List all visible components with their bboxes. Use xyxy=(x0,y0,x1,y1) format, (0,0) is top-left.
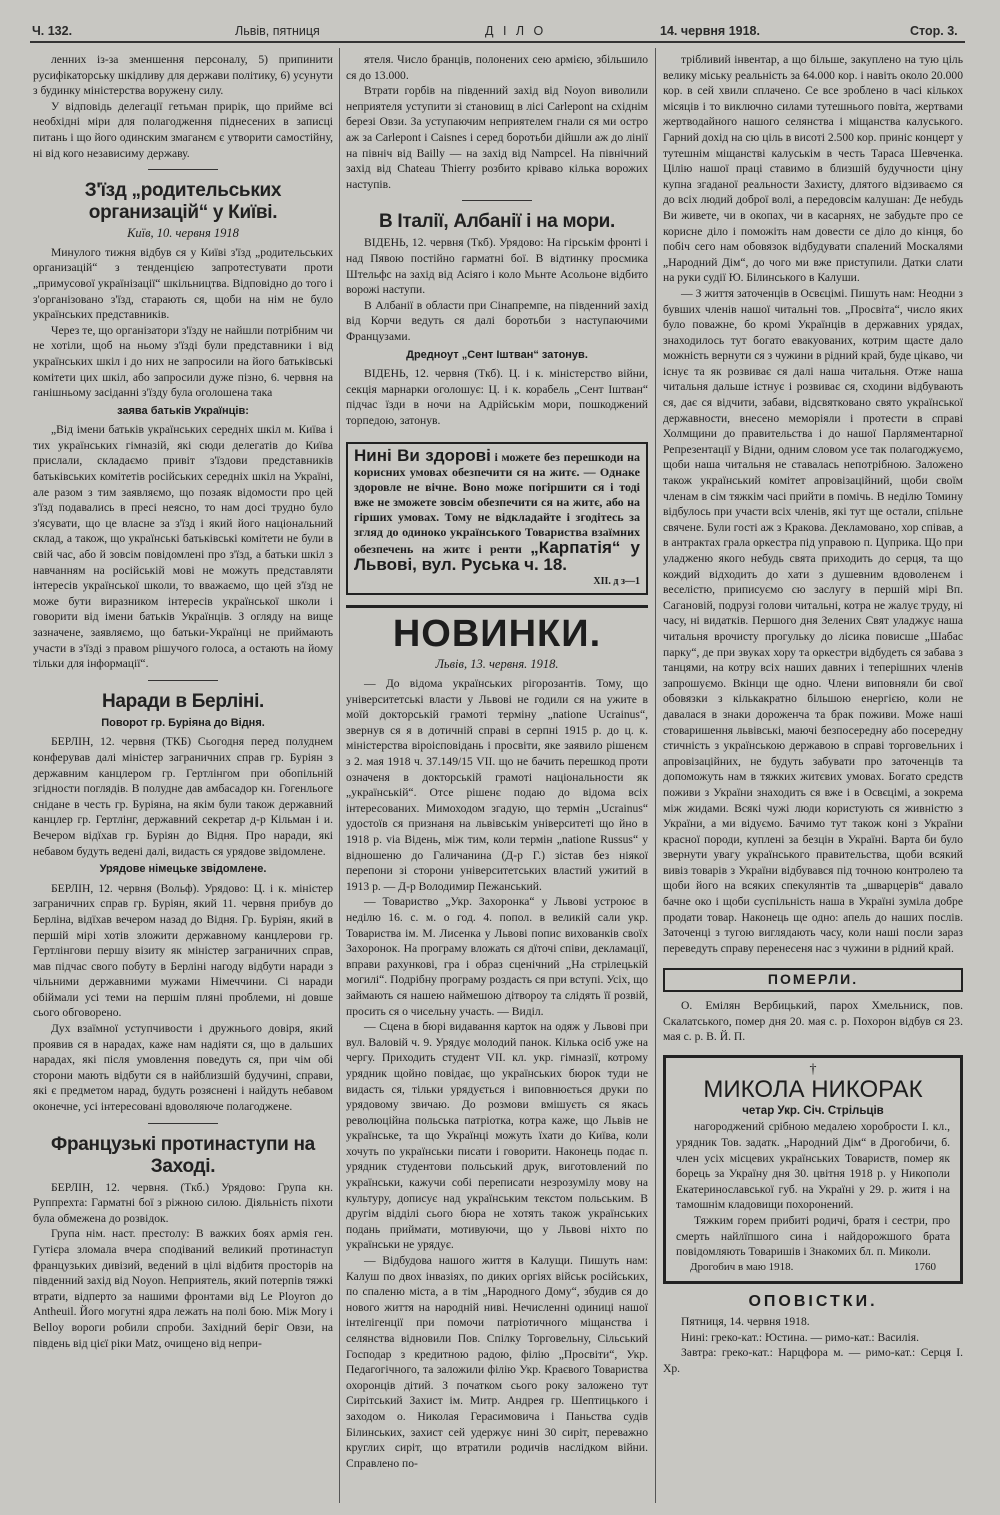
column-divider xyxy=(655,48,656,1503)
article-paragraph: ВІДЕНЬ, 12. червня (Ткб). Урядово: На гірськім фронті і над Пявою постійно гарматні бої. В відтинку просмика Штельфс на захід від Асіяго і коло Мьнте Асольоне відбито ворожі наступи. xyxy=(346,236,648,297)
column-1 xyxy=(33,52,333,1507)
deceased-rank: четар Укр. Січ. Стрільців xyxy=(742,1104,884,1117)
obituary-heading: ПОМЕРЛИ. xyxy=(663,968,963,992)
article-paragraph: Минулого тижня відбув ся у Київі з'їзд „родительських организацій“ з тенденцією запротестувати проти „примусової українізації“ шкільництва. Відповідно до того і з'організовано з'їзд, старають ся, щоби на нім не було українських представників. xyxy=(33,245,333,322)
section-separator xyxy=(148,1123,218,1124)
article-headline: З'їзд „родительських организацій“ у Київі. xyxy=(84,180,282,224)
death-notice xyxy=(663,1055,963,1285)
article-paragraph: Пятниця, 14. червня 1918. xyxy=(681,1314,810,1328)
article-subheading: Дредноут „Сент Іштван“ затонув. xyxy=(406,348,588,361)
notice-footer xyxy=(676,1260,950,1276)
section-separator xyxy=(148,169,218,170)
article-paragraph: Втрати горбів на південний захід від Noyon виволили неприятеля уступити зі становищ в лісі Carlepont на східнім березі Овзи. За уступаючим неприятелем гнали ся ми остро аж за Carlepont і Caisnes і серед боротьби дійшли аж до лінії на північ від Bailly — на захід від Nampcel. На північний захід від Chateau Thierry розбито кріваво кілька ворожих наступів. xyxy=(346,84,648,191)
article-paragraph: БЕРЛІН, 12. червня. (Ткб.) Урядово: Група кн. Руппрехта: Гарматні бої з ріжною силою. Діяльність піхоти була обмежена до розвідок. xyxy=(33,1180,333,1225)
article-paragraph: У відповідь делегації гетьман прирік, що прийме всі необхідні міри для полагодження піднесених в записці питань і що його одинским змаганєм є утворити самостійну, ні від кого независиму державу. xyxy=(33,99,333,160)
notice-text: Тяжким горем прибиті родичі, братя і сестри, про смерть найлїпшого сина і найдорожшого брата повідомляють Товаришів і Знакомих бл. п. Миколи. xyxy=(676,1213,950,1259)
ad-text: і можете без перешкоди на корисних умовах обезпечити ся на житє. — Однаке здоровле не вічне. Воно може погіршити ся і тоді вже не зможете зовсім обезпечити ся на житє, або на гірших умовах. Тому не відкладайте і згодітесь за згляд до одиноко українського Товариства взаїмних обезпечень на житє і ренти xyxy=(354,450,641,557)
article-paragraph: ленних із-за зменшення персоналу, 5) припинити русифікаторську шкідливу для держави політику, 6) усунути з будинку міністерства воружену силу. xyxy=(33,53,333,98)
cross-icon: † xyxy=(809,1061,817,1077)
newspaper-title: Д І Л О xyxy=(485,24,547,38)
issue-number: Ч. 132. xyxy=(32,24,73,38)
article-subheading: Урядове німецьке звідомлене. xyxy=(99,863,267,876)
article-paragraph: — Товариство „Укр. Захоронка“ у Львові устроює в неділю 16. с. м. о год. 4. попол. в великій сали укр. Товариства ім. М. Лисенка у Львові попис вихованків своїх Захоронок. На програму вложать ся дїточі співи, декламації, вправи рахункові, гра і образ сценічний „На стрілецькій могилі“. Подрібну програму роздасть ся при вступі. Усіх, що займають ся нашею наймешою дітвороу та слідять її розвій, просить ся о чисельну участь. — Виділ. xyxy=(346,895,648,1018)
article-paragraph: „Від імени батьків українських середніх шкіл м. Київа і тих українських гімназій, які сюди делегатів до Київа прислали, складаємо привіт з'їздови представників батьківських комітетів російських середніх шкіл на Україні, але разом з тим заявляємо, що позаяк відомости про цей з'їзд подавались в пресі неясно, то нам досі трудно було з'ясувати, що це власне за з'їзд і який його національний склад, а також, що українські батьківські комітети не були в свій час, або й зовсім повідомлені про з'їзд, а батьки шкіл з навчанням на російській мові не можуть представляти інтересів української школи, то вважаємо, що цей з'їзд не може бути виразником інтересів української школи і говорити від імени батьків Українців. З огляду на вище зазначене, заявляємо, що батьки-Українці не приймають участи в з'їзді з правом рішучого голоса, а остають на йому тільки для інформації“. xyxy=(33,423,333,671)
ad-lead: Нині Ви здорові xyxy=(354,446,491,466)
column-divider xyxy=(339,48,340,1503)
article-paragraph: О. Емілян Вербицький, парох Хмельниск, пов. Скалатського, помер дня 20. мая с. р. Похорон відбув ся 23. мая с. р. В. Й. П. xyxy=(663,999,963,1044)
section-masthead: НОВИНКИ. xyxy=(346,605,648,656)
article-paragraph: Нині: греко-кат.: Юстина. — римо-кат.: Василія. xyxy=(681,1330,919,1344)
article-paragraph: Завтра: греко-кат.: Нарцфора м. — римо-кат.: Серця І. Хр. xyxy=(663,1346,963,1375)
article-paragraph: Через те, що організатори з'їзду не найшли потрібним чи не хотіли, щоб на ньому з'їзді були представники і від українських шкіл і до них не запросили на його батьківські комітети цих шкіл, або запросили дуже пізно, 6. червня на ганішньому засіданні з'їзду була оголошена така xyxy=(33,323,333,400)
issue-date: 14. червня 1918. xyxy=(660,24,760,38)
place-day: Львів, пятниця xyxy=(235,24,320,38)
page-number: Стор. 3. xyxy=(910,24,958,38)
notice-code: 1760 xyxy=(914,1260,936,1273)
article-paragraph: ятеля. Число бранців, полонених сею армією, збільшило ся до 13.000. xyxy=(346,53,648,82)
article-paragraph: БЕРЛІН, 12. червня (ТКБ) Сьогодня перед полуднем конферував далі міністер заграничних справ гр. Буріян з державним канцлером гр. Гертлінгом при обопільній згідности поглядів. В полудне дав амбасадор кн. Гогенльоге снідане в честь гр. Буріяна, на якім були також державний канцлер гр. Гертлінг, державний секретар д-р Кільман і и. Вечером відїхав гр. Буріян до Відня. Про наради, які небавом будуть ведені далі, видасть ся урядове звідомлене. xyxy=(33,735,333,858)
article-paragraph: ВІДЕНЬ, 12. червня (Ткб). Ц. і к. міністерство війни, секція марнарки оголошує: Ц. і к. корабель „Сент Іштван“ підчас їзди в ночи на Адрійськім мори, пошкоджений торпедою, затонув. xyxy=(346,367,648,427)
article-paragraph: — До відома українських рігорозантів. Тому, що університетські власти у Львові не годили ся на ужите в моїй докторській грамоті терміну „natione Ucrainus“, звернув ся я в дотичній справі в серпні 1915 р. до ц. к. міністерства віроісповідань і просвіти, яке заявило рішенєм з 2. мая 1918 ч. 37.149/15 VII. що не бачить перешкод проти означеня в докторській грамоті національности як „українській“. Отсе рішенє подаю до відома всіх інтересованих. Мимоходом згадую, що термін „Ucrainus“ удостоїв ся признаня на львівськім університеті що йно в 1918 р. via Відень, між тим, коли термін „natione Russus“ у відношеню до Галичанина (Д-р Г.) зістав без ніякої перепони зі сторони університетських властий ужитий в 1913 р. — Д-р Володимир Пежанський. xyxy=(346,677,648,893)
article-paragraph: — З життя заточенців в Освєцімі. Пишуть нам: Неодни з бувших членів нашої читальні тов. „Просвіта“, число яких було поважне, бо кромі Українців в державних урядах, знаходилось тут богато евакуованих, котрим щасте дало можність вернути ся з чужини в рідний край, буде цікаво, чи існує та як розвиває ся далі наша читальня. Отже наша читальня дальше істнує і розвиває ся, сходини відбувають ся, дає ся відчити, забави, відсвятковано свято української державности, внесено меморіяли і протести в справі Холмщини до правительства і до нашої Парляментарної Репрезентації у Відни, одним словом усе так полагоджуємо, щоби наша читальня не ставалась непотрібною. Заложено також український комітет апровізаційний, щоби своїм членам в сім тяжкім часі прийти в помічь. В неділю Томину відбулось при участи всіх членів, які тут ще остали, спільне свячене. Були гості аж з Кракова. Декламовано, хор співав, а в антрактах грала оркестра під управою п. Цуприка. Що при уладженю якого небудь свята приходить до серця, та що кождий відходить до хати з душевним вдоволенєм і веселістю, приписуємо сю заслугу в першій мірі Вп. Сагановій, подрузі голови читальні, котра не жалує труду, ні часу, ні видатків. Першого дня Зелених Свят уладжує наша читальня врочисту прогульку до лісика повисше „Шабас парку“, де при звуках хору та оркестри відбудеть ся забава з танцями, на котру всіх наших давних і теперішних членів запрошуємо. Вкінци ще одно. Члени виповняли би свої обовязки з кількакратно більшою енергією, коли не давалася в знаки дороженча та брак поживи. Може наші стоваришення львівські, маючі безпосередну або посередну стичність з українською державою в справі торговельних і апровізаційних, не будуть забувати про заточенців та допоможуть нам в тяжких житєвих умовах. Богато средств поживи з України знаходить ся вже і в Освєцімі, а зокрема між жидами. Всякі чужі люди користують ся живністю з України, а ми відуємо. Бачимо тут також коні з України красної породи, куплені за безцін в Україні. Варта би було звернути увагу українського правительства, щоби всякий вивіз товарів з України відбувався під точною контролею та щоби його на всяких спекулянтів та „шварцерів“ давало бачне око і щоби суспільність наша в Україні зуміла добре продати товар. Наконець ще одно: апель до наших послів. Заточенці з тугою виглядають часу, коли наші посли зараз переведуть справу перенесеня нас з чужини в рідний край. xyxy=(663,286,963,955)
article-paragraph: В Албанії в области при Сінапремпе, на південний захід від Корчи ведуть ся далі боротьби з наступаючими Французами. xyxy=(346,298,648,343)
article-paragraph: Група нім. наст. престолу: В важких боях армія ген. Гутієра зломала вчера сподіваний великий протинаступ французьких дивізий, ведений в цілі відбитя просторів на південний захід від Noyon. Неприятель, який потерпів тяжкі втрати, відперто за нашими фронтами від Le Ployron до Antheuil. Його могутні ядра лежать на полі бою. Між Mory і Belloy вороги робили спроби. Західний беріг Овзи, на південь від цієї ріки Matz, очищено від непри- xyxy=(33,1227,333,1350)
article-headline: Наради в Берліні. xyxy=(101,690,265,712)
article-paragraph: — Сцена в бюрі видавання карток на одяж у Львові при вул. Валовій ч. 9. Урядує молодий панок. Кілька осіб уже на чергу. Приходить студент VII. кл. укр. гімназії, котрому урядник щойно повідає, що українських бюрок туди не видасть ся, тільки урядується і виповнюється друки по урядовому звичаю. До розмови вмішуєть ся якась революційна польська патріотка, котра каже, що Львів не українське, та що Українці можуть їхати до Київа, коли хочуть по українськи писати і говорити. Наконець подає п. урядник студентови польський друк, виготовлений по українськи, кажучи собі переписати незрозумілу мову на культуру, дописує над українським текстом польським. В другім відділі сього бюра не хотять також українських подань приймати, мотивуючи, що у Львові ніхто по українськи не урядує. xyxy=(346,1020,648,1252)
dateline: Київ, 10. червня 1918 xyxy=(127,226,239,241)
article-paragraph: БЕРЛІН, 12. червня (Вольф). Урядово: Ц. і к. міністер заграничних справ гр. Буріян, який 11. червня прибув до Берліна, відїхав вечером назад до Відня. Гр. Буріян, який в першій мірі хотів зложити державному канцлерови гр. Гертлінгови першу візиту як міністер заграничних справ, мав підчас свого побуту в Берліні нагоду відбути наради з чільними державними мужами Німеччини. Сі наради обіймали усі теми на першім пляні проблеми, ні довше сього обговорено. xyxy=(33,881,333,1020)
article-subheading: Поворот гр. Буріяна до Відня. xyxy=(101,716,265,729)
article-paragraph: — Відбудова нашого життя в Калущи. Пишуть нам: Калуш по двох інвазіях, по диких оргіях військ російських, по спаленю міста, а в тім „Народного Дому“, збудив ся до нового життя на народній ниві. Нечисленні одиниці нашої інтелігенції при помочи патріотичного міщанства і селянства відновили Пов. Спілку Торговельну, Сільський Господар з кредитною радою, філію „Просвіти“, Укр. Педагогічного, та заложили філію Укр. Краєвого Товариства охоронців дітий. З початком сього року заложено тут Сирітський Захист ім. Митр. Андрея гр. Шептицького і заходом о. Николая Герасимовича і Паньства судів Білинських, захист сей удержує нині 30 сиріт, переважно круглих сиріт, що втратили родичів наслідком війни. Справлено по- xyxy=(346,1254,648,1470)
dateline: Львів, 13. червня. 1918. xyxy=(435,657,559,672)
article-paragraph: Дух взаїмної уступчивости і дружнього довіря, який проявив ся в нарадах, каже нам надіяти ся, що в дальших нарадах, які після умовлення поведуть ся, при чім обі сторони мають відбути ся в найблизшій будучині, справи, які є предметом нарад, будуть розяснені і найдуть небавом оконечне, усі інтересовані вдоволяюче полагоджене. xyxy=(33,1022,333,1114)
section-separator xyxy=(148,680,218,681)
column-3 xyxy=(663,52,963,1507)
deceased-name: МИКОЛА НИКОРАК xyxy=(703,1075,923,1103)
notice-text: нагороджений срібною медалею хоробрости І. кл., урядник Тов. задатк. „Народний Дім“ в Дрогобичи, б. член усіх місцевих українських Товариств, помер як борець за Україну дня 30. цвітня 1918 р. у Никополи Екатеринославської губ. на Україні у 29. р. житя і на тамошнім кладовищи похоронений. xyxy=(676,1120,950,1212)
ad-address: „Карпатія“ у Львові, вул. Руська ч. 18. xyxy=(354,538,641,575)
article-headline: Французькі протинаступи на Заході. xyxy=(51,1133,315,1177)
header-rule xyxy=(30,41,965,43)
article-headline: В Італії, Албанії і на мори. xyxy=(378,211,616,233)
announcements-heading: ОПОВІСТКИ. xyxy=(748,1293,878,1311)
column-2 xyxy=(346,52,648,1507)
ad-code: XII. д з—1 xyxy=(593,576,640,588)
article-subheading: заява батьків Українців: xyxy=(117,404,249,417)
notice-place-date: Дрогобич в маю 1918. xyxy=(690,1260,794,1273)
article-paragraph: трібливий інвентар, а що більше, закуплено на тую ціль велику міську реальність за 64.000 кор. і навіть около 20.000 кор. в сей хвили сплачено. Се все зроблено в часі кількох місяців і то виключно силами тутешнього повіта, жертвами жертводайного нашого селянства і міщанства калуського. Гарний дохід на сю ціль в висоті 2.500 кор. приніс концерт у тутешнім міщанстві калуськім в честь Тараса Шевченка. Цілію нашої праці ставимо в близшій будучности ціну купна згаданої реальности Захисту, длятого відзиваємо ся до всіх людий доброї волі, а передовсім калушан: Де небудь Ви живете, чи в окопах, чи в касарнях, не забудьте про се корисне діло і поможіть нам довести се діло до кінця, бо побіч сего нам обовязок відбудувати спалений Москалями „Народний Дім“, до чого ми вже приступили. Датки слати на руки судії Ю. Білинського в Калуши. xyxy=(663,53,963,285)
page-header xyxy=(30,22,965,42)
section-separator xyxy=(462,200,532,201)
insurance-advertisement xyxy=(346,442,648,595)
